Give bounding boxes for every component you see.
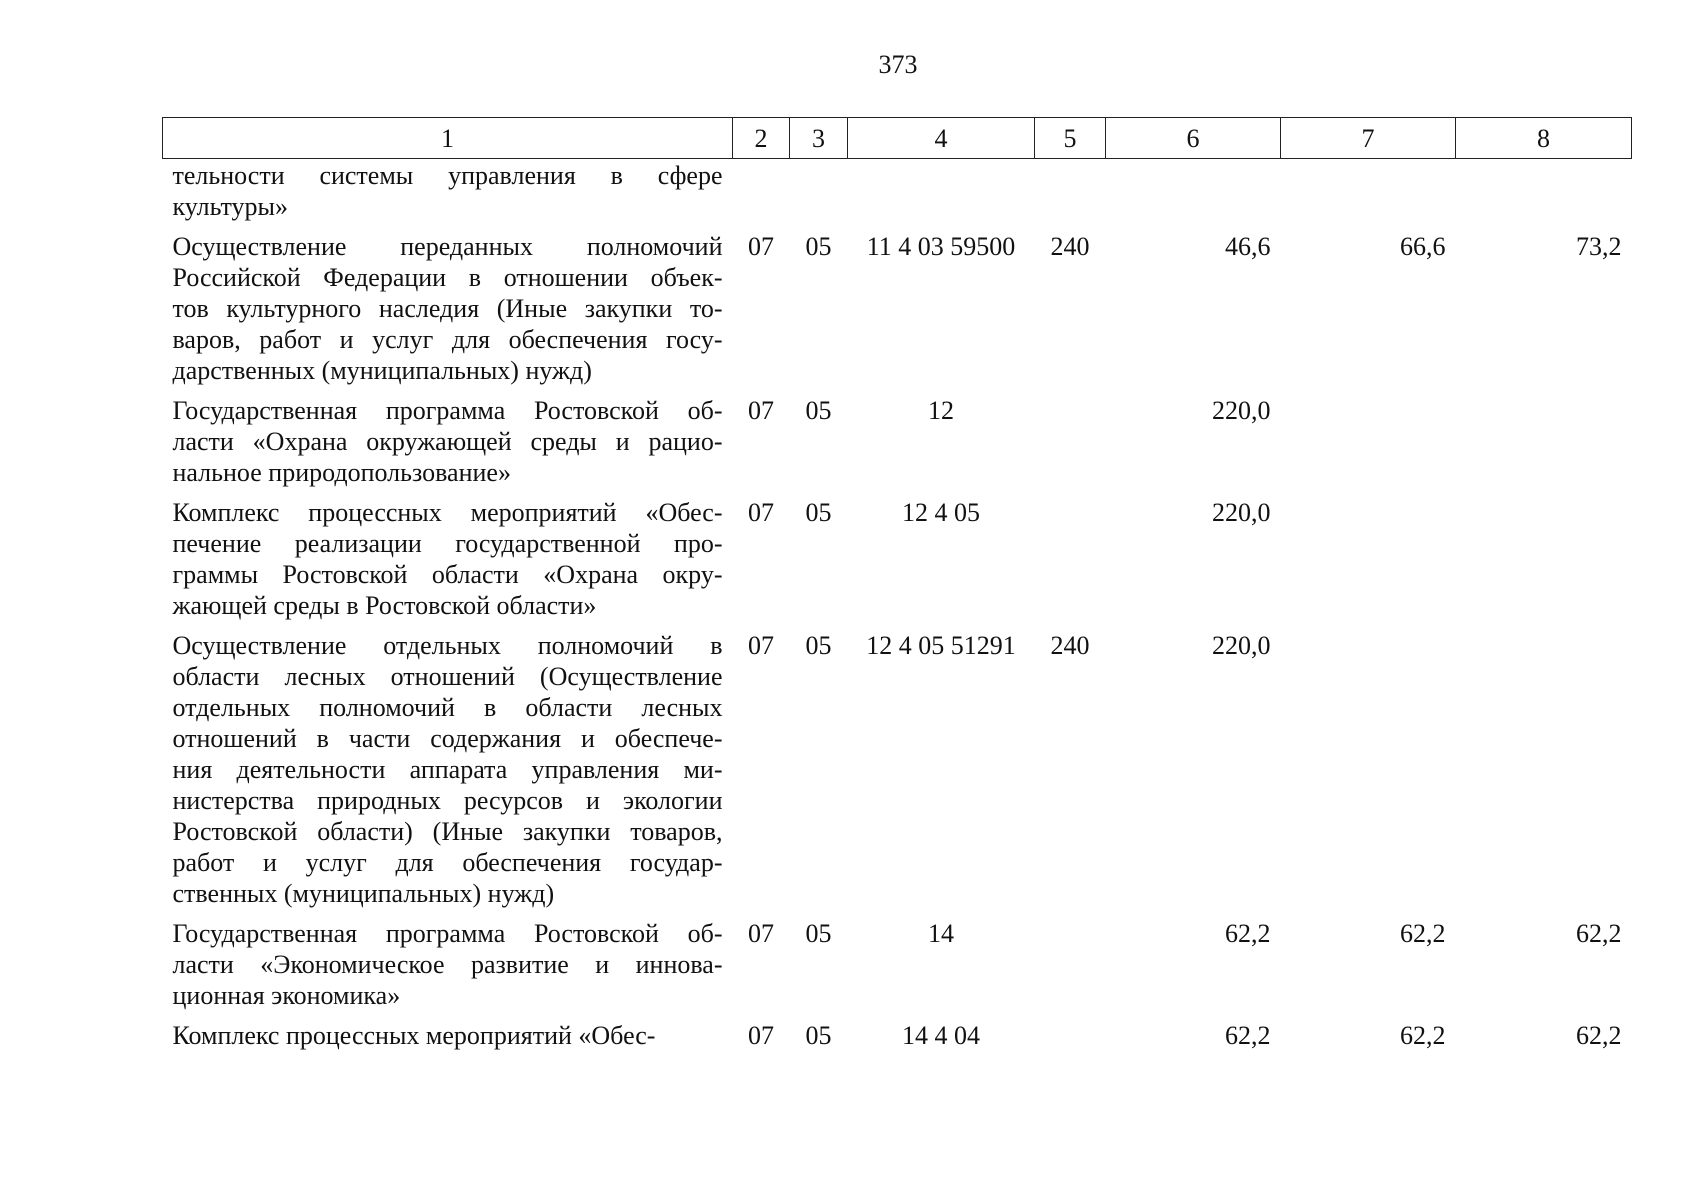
amount-col-6 — [1106, 159, 1281, 232]
table-row — [163, 159, 1632, 232]
amount-col-8 — [1456, 630, 1632, 918]
description-line: ласти «Экономическое развитие и иннова- — [172, 950, 723, 979]
section-code: 07 — [748, 1021, 774, 1050]
header-col-5: 5 — [1035, 118, 1106, 159]
table-header — [163, 118, 1632, 159]
amount-col-8: 62,2 — [1576, 1021, 1622, 1050]
amount-col-6: 62,2 — [1225, 1021, 1271, 1050]
amount-col-6: 46,6 — [1225, 232, 1271, 261]
amount-col-7: 62,2 — [1400, 919, 1446, 948]
amount-col-7: 62,2 — [1400, 1021, 1446, 1050]
header-row — [163, 118, 1632, 159]
target-article-code: 12 4 05 51291 — [866, 631, 1016, 660]
table-row — [163, 1020, 1632, 1060]
table-row — [163, 918, 1632, 1020]
subsection-code: 05 — [805, 1021, 832, 1050]
row-description — [163, 1020, 733, 1060]
amount-col-6: 62,2 — [1225, 919, 1271, 948]
amount-col-6: 220,0 — [1212, 396, 1271, 425]
description-line: Государственная программа Ростовской об- — [172, 919, 723, 948]
amount-col-7 — [1281, 395, 1456, 497]
amount-col-6: 220,0 — [1212, 498, 1271, 527]
target-article-code: 12 4 05 — [902, 498, 980, 527]
header-col-1: 1 — [163, 118, 733, 159]
subsection-code: 05 — [805, 631, 832, 660]
amount-col-7 — [1281, 630, 1456, 918]
amount-col-7: 66,6 — [1400, 232, 1446, 261]
description-line: работ и услуг для обеспечения государ- — [172, 848, 723, 877]
description-line: ния деятельности аппарата управления ми- — [172, 755, 723, 784]
target-article-code: 11 4 03 59500 — [866, 232, 1016, 261]
description-line: Осуществление отдельных полномочий в — [172, 631, 723, 660]
description-line: дарственных (муниципальных) нужд) — [172, 356, 592, 385]
section-code — [733, 159, 790, 232]
description-line: культуры» — [172, 192, 288, 221]
description-line: Государственная программа Ростовской об- — [172, 396, 723, 425]
description-line: нистерства природных ресурсов и экологии — [172, 786, 723, 815]
description-line: Осуществление переданных полномочий — [172, 232, 723, 261]
description-line: ственных (муниципальных) нужд) — [172, 879, 555, 908]
description-line: Российской Федерации в отношении объек- — [172, 263, 723, 292]
expense-type-code: 240 — [1050, 232, 1090, 261]
amount-col-6: 220,0 — [1212, 631, 1271, 660]
header-col-2: 2 — [733, 118, 790, 159]
description-line: нальное природопользование» — [172, 458, 511, 487]
target-article-code — [848, 159, 1035, 232]
row-description — [163, 395, 733, 497]
description-line: Комплекс процессных мероприятий «Обес- — [172, 1021, 656, 1050]
section-code: 07 — [748, 232, 774, 261]
table-row — [163, 231, 1632, 395]
description-line: ционная экономика» — [172, 981, 401, 1010]
table-row — [163, 630, 1632, 918]
table-body — [163, 159, 1632, 1061]
subsection-code: 05 — [805, 232, 832, 261]
budget-table — [162, 117, 1632, 1060]
expense-type-code — [1035, 918, 1106, 1020]
description-line: варов, работ и услуг для обеспечения госу- — [172, 325, 723, 354]
subsection-code: 05 — [805, 919, 832, 948]
description-line: граммы Ростовской области «Охрана окру- — [172, 560, 723, 589]
description-line: тельности системы управления в сфере — [172, 161, 723, 190]
row-description — [163, 159, 733, 232]
expense-type-code — [1035, 1020, 1106, 1060]
description-line: отдельных полномочий в области лесных — [172, 693, 723, 722]
expense-type-code: 240 — [1050, 631, 1090, 660]
subsection-code: 05 — [805, 396, 832, 425]
description-line: области лесных отношений (Осуществление — [172, 662, 723, 691]
subsection-code — [790, 159, 848, 232]
subsection-code: 05 — [805, 498, 832, 527]
amount-col-7 — [1281, 159, 1456, 232]
section-code: 07 — [748, 396, 774, 425]
expense-type-code — [1035, 497, 1106, 630]
target-article-code: 14 — [928, 919, 954, 948]
row-description — [163, 630, 733, 918]
expense-type-code — [1035, 395, 1106, 497]
amount-col-8 — [1456, 159, 1632, 232]
table-row — [163, 497, 1632, 630]
header-col-8: 8 — [1456, 118, 1632, 159]
section-code: 07 — [748, 631, 774, 660]
header-col-6: 6 — [1106, 118, 1281, 159]
description-line: Комплекс процессных мероприятий «Обес- — [172, 498, 723, 527]
header-col-7: 7 — [1281, 118, 1456, 159]
target-article-code: 14 4 04 — [902, 1021, 980, 1050]
description-line: жающей среды в Ростовской области» — [172, 591, 597, 620]
amount-col-7 — [1281, 497, 1456, 630]
description-line: печение реализации государственной про- — [172, 529, 723, 558]
description-line: Ростовской области) (Иные закупки товаров, — [172, 817, 723, 846]
description-line: отношений в части содержания и обеспече- — [172, 724, 723, 753]
amount-col-8 — [1456, 395, 1632, 497]
amount-col-8: 73,2 — [1576, 232, 1622, 261]
description-line: ласти «Охрана окружающей среды и рацио- — [172, 427, 723, 456]
row-description — [163, 497, 733, 630]
page-number: 373 — [878, 50, 918, 79]
amount-col-8: 62,2 — [1576, 919, 1622, 948]
amount-col-8 — [1456, 497, 1632, 630]
expense-type-code — [1035, 159, 1106, 232]
header-col-4: 4 — [848, 118, 1035, 159]
target-article-code: 12 — [928, 396, 954, 425]
section-code: 07 — [748, 498, 774, 527]
row-description — [163, 231, 733, 395]
table-row — [163, 395, 1632, 497]
section-code: 07 — [748, 919, 774, 948]
row-description — [163, 918, 733, 1020]
header-col-3: 3 — [790, 118, 848, 159]
description-line: тов культурного наследия (Иные закупки то- — [172, 294, 723, 323]
